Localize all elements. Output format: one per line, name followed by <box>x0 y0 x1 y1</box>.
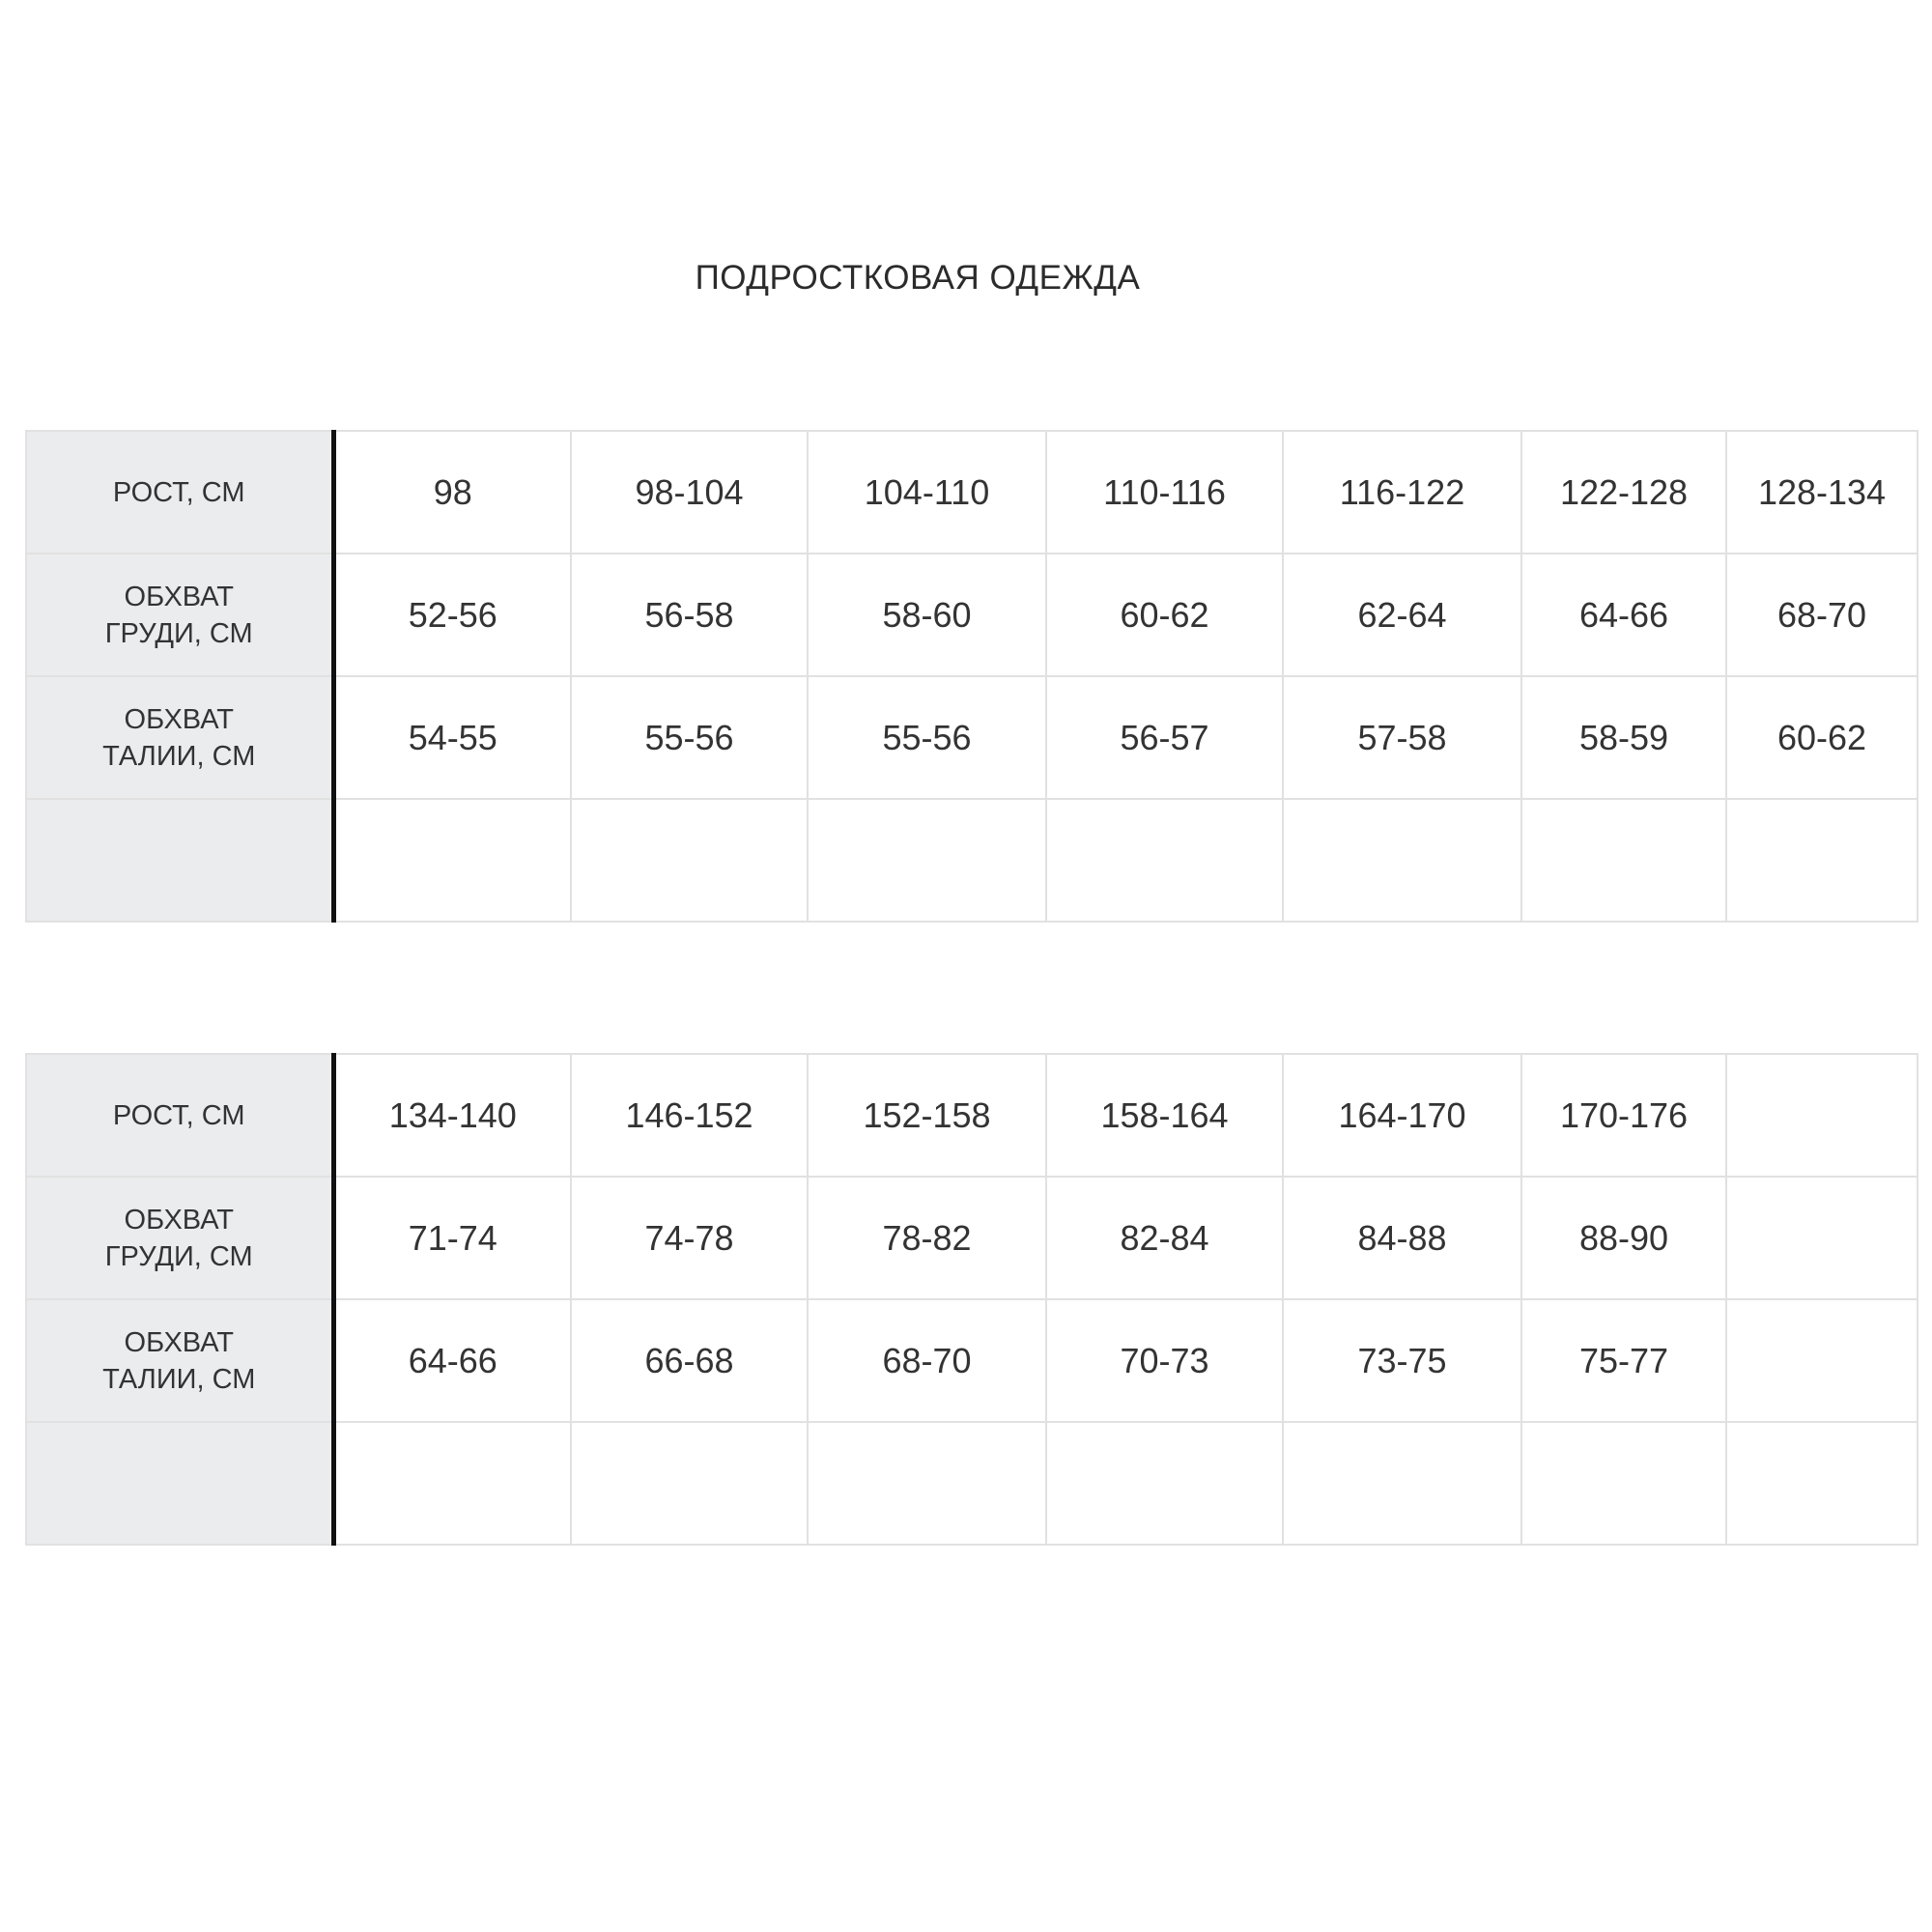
chest-cell: 78-82 <box>808 1177 1046 1299</box>
chest-cell: 82-84 <box>1046 1177 1283 1299</box>
empty-cell <box>333 799 571 922</box>
height-cell: 122-128 <box>1521 431 1726 554</box>
row-label-waist <box>26 1299 333 1422</box>
row-label-line: ТАЛИИ, СМ <box>102 740 256 772</box>
row-label-line: ОБХВАТ <box>124 1204 234 1236</box>
row-label-line: ОБХВАТ <box>124 703 234 735</box>
row-empty <box>26 799 1918 922</box>
waist-cell: 58-59 <box>1521 676 1726 799</box>
row-label-line: ТАЛИИ, СМ <box>102 1363 256 1395</box>
empty-cell <box>1283 799 1521 922</box>
waist-cell: 75-77 <box>1521 1299 1726 1422</box>
waist-cell: 57-58 <box>1283 676 1521 799</box>
empty-cell <box>1726 1422 1918 1545</box>
empty-cell <box>333 1422 571 1545</box>
empty-cell <box>1521 1422 1726 1545</box>
waist-cell: 64-66 <box>333 1299 571 1422</box>
height-cell: 134-140 <box>333 1054 571 1177</box>
chest-cell: 84-88 <box>1283 1177 1521 1299</box>
height-cell: 104-110 <box>808 431 1046 554</box>
empty-cell <box>808 799 1046 922</box>
waist-cell: 66-68 <box>571 1299 808 1422</box>
empty-cell <box>1046 799 1283 922</box>
height-cell: 152-158 <box>808 1054 1046 1177</box>
row-label-chest <box>26 1177 333 1299</box>
row-label-height <box>26 1054 333 1177</box>
chest-cell: 60-62 <box>1046 554 1283 676</box>
chest-cell: 58-60 <box>808 554 1046 676</box>
row-height <box>26 1054 1918 1177</box>
height-cell <box>1726 1054 1918 1177</box>
page-title: ПОДРОСТКОВАЯ ОДЕЖДА <box>695 259 1141 297</box>
height-cell: 146-152 <box>571 1054 808 1177</box>
empty-cell <box>1283 1422 1521 1545</box>
size-table-1 <box>25 430 1918 923</box>
row-chest <box>26 554 1918 676</box>
chest-cell: 88-90 <box>1521 1177 1726 1299</box>
chest-cell: 62-64 <box>1283 554 1521 676</box>
chest-cell: 56-58 <box>571 554 808 676</box>
waist-cell <box>1726 1299 1918 1422</box>
row-label-line: РОСТ, СМ <box>112 476 245 508</box>
height-cell: 116-122 <box>1283 431 1521 554</box>
row-label-height <box>26 431 333 554</box>
row-label-line: ОБХВАТ <box>124 1326 234 1358</box>
row-height <box>26 431 1918 554</box>
height-cell: 110-116 <box>1046 431 1283 554</box>
row-label-empty <box>26 799 333 922</box>
empty-cell <box>571 1422 808 1545</box>
waist-cell: 55-56 <box>808 676 1046 799</box>
waist-cell: 55-56 <box>571 676 808 799</box>
empty-cell <box>808 1422 1046 1545</box>
row-empty <box>26 1422 1918 1545</box>
chest-cell <box>1726 1177 1918 1299</box>
row-label-chest <box>26 554 333 676</box>
row-label-line: РОСТ, СМ <box>112 1099 245 1131</box>
height-cell: 128-134 <box>1726 431 1918 554</box>
chest-cell: 64-66 <box>1521 554 1726 676</box>
chest-cell: 68-70 <box>1726 554 1918 676</box>
row-label-waist <box>26 676 333 799</box>
waist-cell: 68-70 <box>808 1299 1046 1422</box>
chest-cell: 52-56 <box>333 554 571 676</box>
row-waist <box>26 1299 1918 1422</box>
waist-cell: 54-55 <box>333 676 571 799</box>
row-label-line: ГРУДИ, СМ <box>104 617 253 649</box>
chest-cell: 74-78 <box>571 1177 808 1299</box>
height-cell: 170-176 <box>1521 1054 1726 1177</box>
height-cell: 158-164 <box>1046 1054 1283 1177</box>
height-cell: 98-104 <box>571 431 808 554</box>
row-waist <box>26 676 1918 799</box>
height-cell: 98 <box>333 431 571 554</box>
empty-cell <box>571 799 808 922</box>
height-cell: 164-170 <box>1283 1054 1521 1177</box>
chest-cell: 71-74 <box>333 1177 571 1299</box>
row-chest <box>26 1177 1918 1299</box>
empty-cell <box>1046 1422 1283 1545</box>
row-label-line: ОБХВАТ <box>124 581 234 612</box>
row-label-empty <box>26 1422 333 1545</box>
empty-cell <box>1726 799 1918 922</box>
waist-cell: 56-57 <box>1046 676 1283 799</box>
waist-cell: 70-73 <box>1046 1299 1283 1422</box>
size-table-2 <box>25 1053 1918 1546</box>
row-label-line: ГРУДИ, СМ <box>104 1240 253 1272</box>
waist-cell: 73-75 <box>1283 1299 1521 1422</box>
empty-cell <box>1521 799 1726 922</box>
waist-cell: 60-62 <box>1726 676 1918 799</box>
